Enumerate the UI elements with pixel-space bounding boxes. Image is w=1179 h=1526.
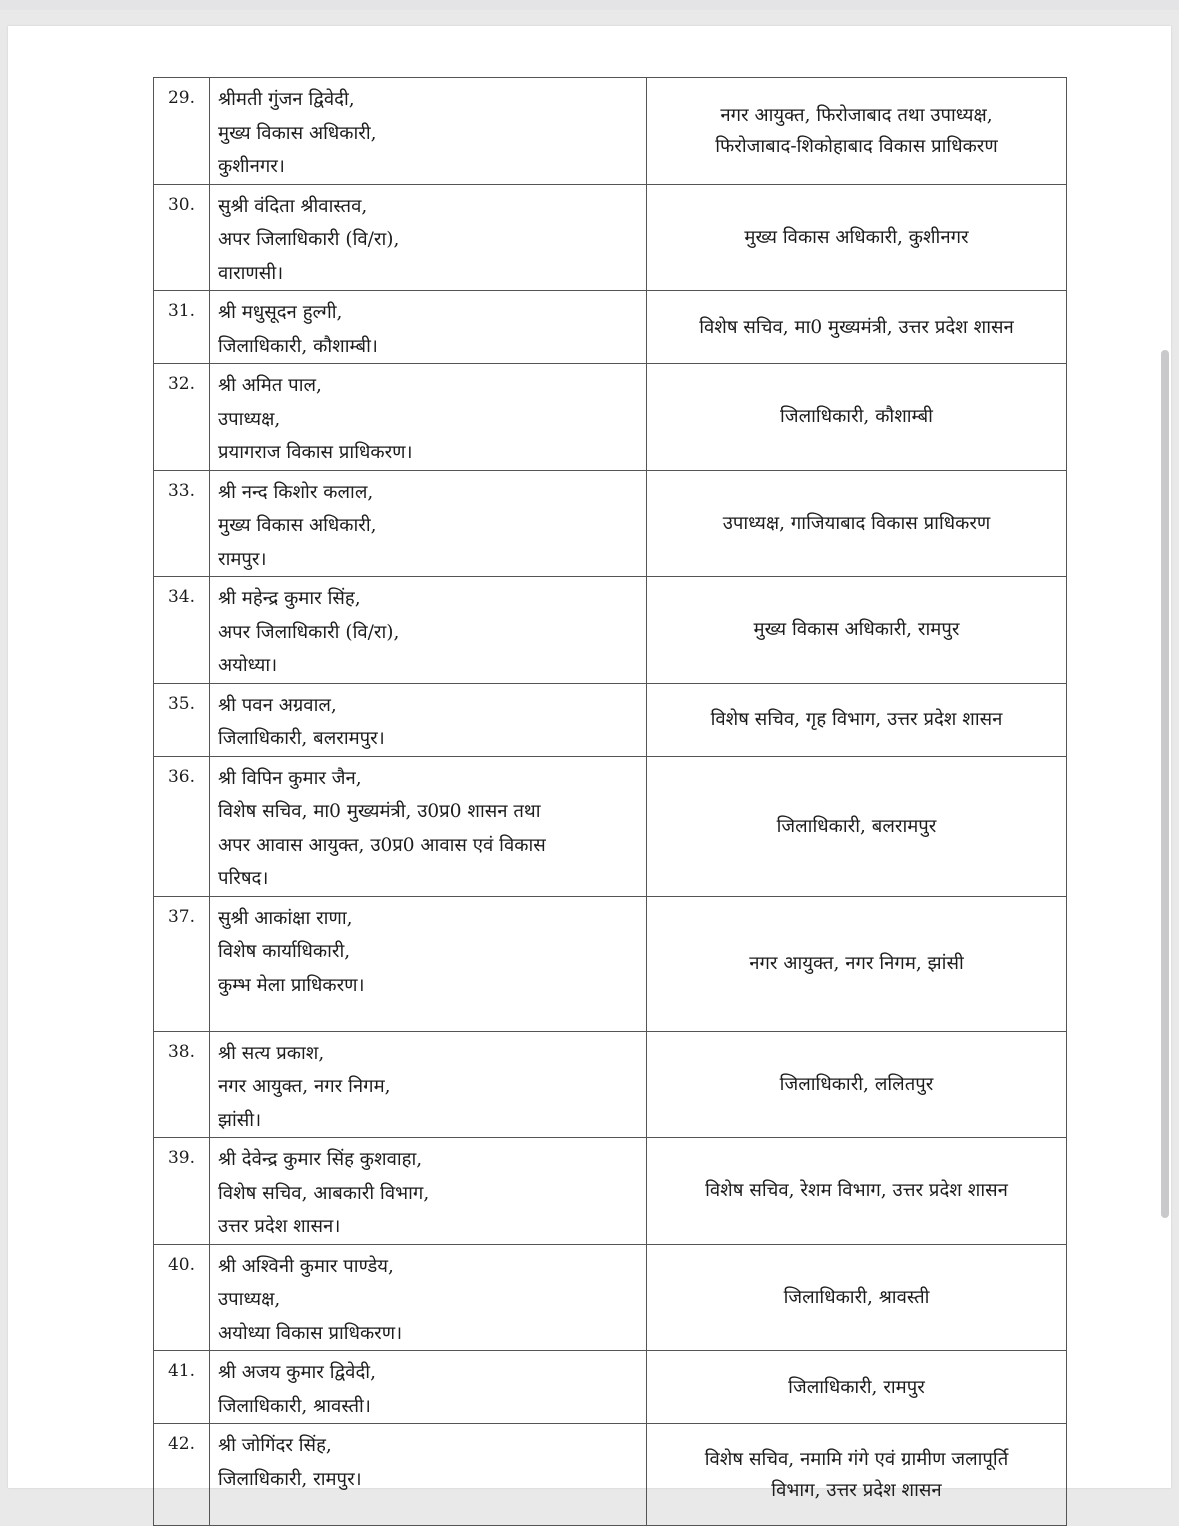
new-posting [647,1244,1067,1351]
new-posting-line: जिलाधिकारी, श्रावस्ती [783,1286,930,1308]
officer-current-posting [210,1031,647,1138]
officer-current-posting [210,1424,647,1526]
table-row [154,1244,1067,1351]
officer-line: मुख्य विकास अधिकारी, [218,515,377,536]
serial-number: 29. [154,78,210,185]
serial-number: 39. [154,1138,210,1245]
table-row [154,896,1067,1031]
new-posting [647,1138,1067,1245]
officer-line: रामपुर। [218,548,267,570]
officer-current-posting [210,364,647,471]
serial-number: 31. [154,291,210,364]
new-posting-line: जिलाधिकारी, रामपुर [788,1376,925,1398]
officer-line: जिलाधिकारी, कौशाम्बी। [218,335,378,357]
officer-current-posting [210,1138,647,1245]
officer-line: श्री जोगिंदर सिंह, [218,1435,332,1456]
new-posting [647,1031,1067,1138]
serial-number: 41. [154,1351,210,1424]
serial-number: 34. [154,577,210,684]
serial-number: 30. [154,184,210,291]
officer-line: कुम्भ मेला प्राधिकरण। [218,974,365,996]
officer-line: श्री विपिन कुमार जैन, [218,767,362,789]
serial-number: 36. [154,756,210,896]
new-posting-line: नगर आयुक्त, नगर निगम, झांसी [749,953,964,974]
new-posting-line: विभाग, उत्तर प्रदेश शासन [771,1479,942,1501]
table-row [154,364,1067,471]
serial-number: 38. [154,1031,210,1138]
officer-current-posting [210,683,647,756]
new-posting [647,756,1067,896]
serial-number: 33. [154,470,210,577]
officer-line: विशेष कार्याधिकारी, [218,941,351,962]
new-posting [647,577,1067,684]
new-posting-line: मुख्य विकास अधिकारी, रामपुर [753,619,960,641]
new-posting-line: जिलाधिकारी, ललितपुर [779,1073,934,1095]
table-row [154,577,1067,684]
new-posting-line: विशेष सचिव, रेशम विभाग, उत्तर प्रदेश शासन [705,1180,1008,1202]
officer-line: जिलाधिकारी, रामपुर। [218,1468,362,1490]
new-posting-line: मुख्य विकास अधिकारी, कुशीनगर [744,226,969,248]
officer-line: श्री नन्द किशोर कलाल, [218,481,374,503]
new-posting [647,78,1067,185]
officer-line: प्रयागराज विकास प्राधिकरण। [218,442,413,463]
officer-line: श्री अश्विनी कुमार पाण्डेय, [218,1255,394,1277]
officer-line: श्री महेन्द्र कुमार सिंह, [218,588,361,609]
officer-line: नगर आयुक्त, नगर निगम, [218,1076,391,1097]
transfer-list-table [153,77,1067,1526]
officer-line: श्री पवन अग्रवाल, [218,694,337,716]
new-posting-line: विशेष सचिव, गृह विभाग, उत्तर प्रदेश शासन [710,709,1003,730]
officer-current-posting [210,1244,647,1351]
new-posting-line: जिलाधिकारी, बलरामपुर [776,815,937,837]
officer-line: विशेष सचिव, आबकारी विभाग, [218,1182,430,1204]
viewer-top-bar [0,0,1179,10]
officer-line: अपर जिलाधिकारी (वि/रा), [218,229,400,250]
officer-line: जिलाधिकारी, बलरामपुर। [218,728,385,749]
new-posting [647,184,1067,291]
officer-line: परिषद। [218,868,269,889]
new-posting [647,470,1067,577]
officer-line: मुख्य विकास अधिकारी, [218,122,377,144]
serial-number: 40. [154,1244,210,1351]
table-body [154,78,1067,1526]
officer-current-posting [210,291,647,364]
officer-line: अपर आवास आयुक्त, उ0प्र0 आवास एवं विकास [218,834,546,856]
officer-line: श्री मधुसूदन हुल्गी, [218,302,343,323]
officer-line: झांसी। [218,1109,262,1131]
officer-current-posting [210,896,647,1031]
table-row [154,291,1067,364]
officer-current-posting [210,470,647,577]
new-posting-line: फिरोजाबाद-शिकोहाबाद विकास प्राधिकरण [715,135,998,157]
officer-current-posting [210,1351,647,1424]
serial-number: 35. [154,683,210,756]
table-row [154,1138,1067,1245]
new-posting [647,1424,1067,1526]
new-posting-line: विशेष सचिव, मा0 मुख्यमंत्री, उत्तर प्रदेश शासन [699,316,1014,338]
table-row [154,1351,1067,1424]
officer-current-posting [210,78,647,185]
new-posting-line: जिलाधिकारी, कौशाम्बी [780,406,933,428]
table-row [154,1424,1067,1526]
table-row [154,470,1067,577]
officer-line: उपाध्यक्ष, [218,1289,281,1310]
officer-line: विशेष सचिव, मा0 मुख्यमंत्री, उ0प्र0 शासन तथा [218,801,541,822]
officer-line: श्री देवेन्द्र कुमार सिंह कुशवाहा, [218,1149,423,1170]
officer-line: जिलाधिकारी, श्रावस्ती। [218,1395,371,1417]
officer-line: उत्तर प्रदेश शासन। [218,1216,341,1237]
new-posting-line: नगर आयुक्त, फिरोजाबाद तथा उपाध्यक्ष, [720,104,993,126]
table-row [154,78,1067,185]
table-row [154,1031,1067,1138]
new-posting [647,896,1067,1031]
officer-line: अयोध्या। [218,655,278,676]
officer-line: उपाध्यक्ष, [218,408,281,430]
officer-line: अयोध्या विकास प्राधिकरण। [218,1322,403,1344]
new-posting-line: उपाध्यक्ष, गाजियाबाद विकास प्राधिकरण [722,512,991,534]
new-posting [647,291,1067,364]
officer-line: श्री अजय कुमार द्विवेदी, [218,1362,376,1383]
new-posting-line: विशेष सचिव, नमामि गंगे एवं ग्रामीण जलापूर्ति [704,1448,1009,1470]
table-row [154,756,1067,896]
officer-line: श्री सत्य प्रकाश, [218,1042,325,1064]
officer-line: अपर जिलाधिकारी (वि/रा), [218,621,400,643]
serial-number: 32. [154,364,210,471]
officer-line: सुश्री वंदिता श्रीवास्तव, [218,195,368,217]
officer-current-posting [210,184,647,291]
officer-current-posting [210,756,647,896]
officer-line: कुशीनगर। [218,156,285,177]
officer-line: सुश्री आकांक्षा राणा, [218,907,353,929]
new-posting [647,364,1067,471]
new-posting [647,1351,1067,1424]
serial-number: 37. [154,896,210,1031]
table-row [154,683,1067,756]
serial-number: 42. [154,1424,210,1526]
officer-line: वाराणसी। [218,262,284,284]
vertical-scrollbar[interactable] [1161,350,1169,1218]
new-posting [647,683,1067,756]
officer-current-posting [210,577,647,684]
officer-line: श्रीमती गुंजन द्विवेदी, [218,89,355,110]
officer-line: श्री अमित पाल, [218,375,322,396]
table-row [154,184,1067,291]
